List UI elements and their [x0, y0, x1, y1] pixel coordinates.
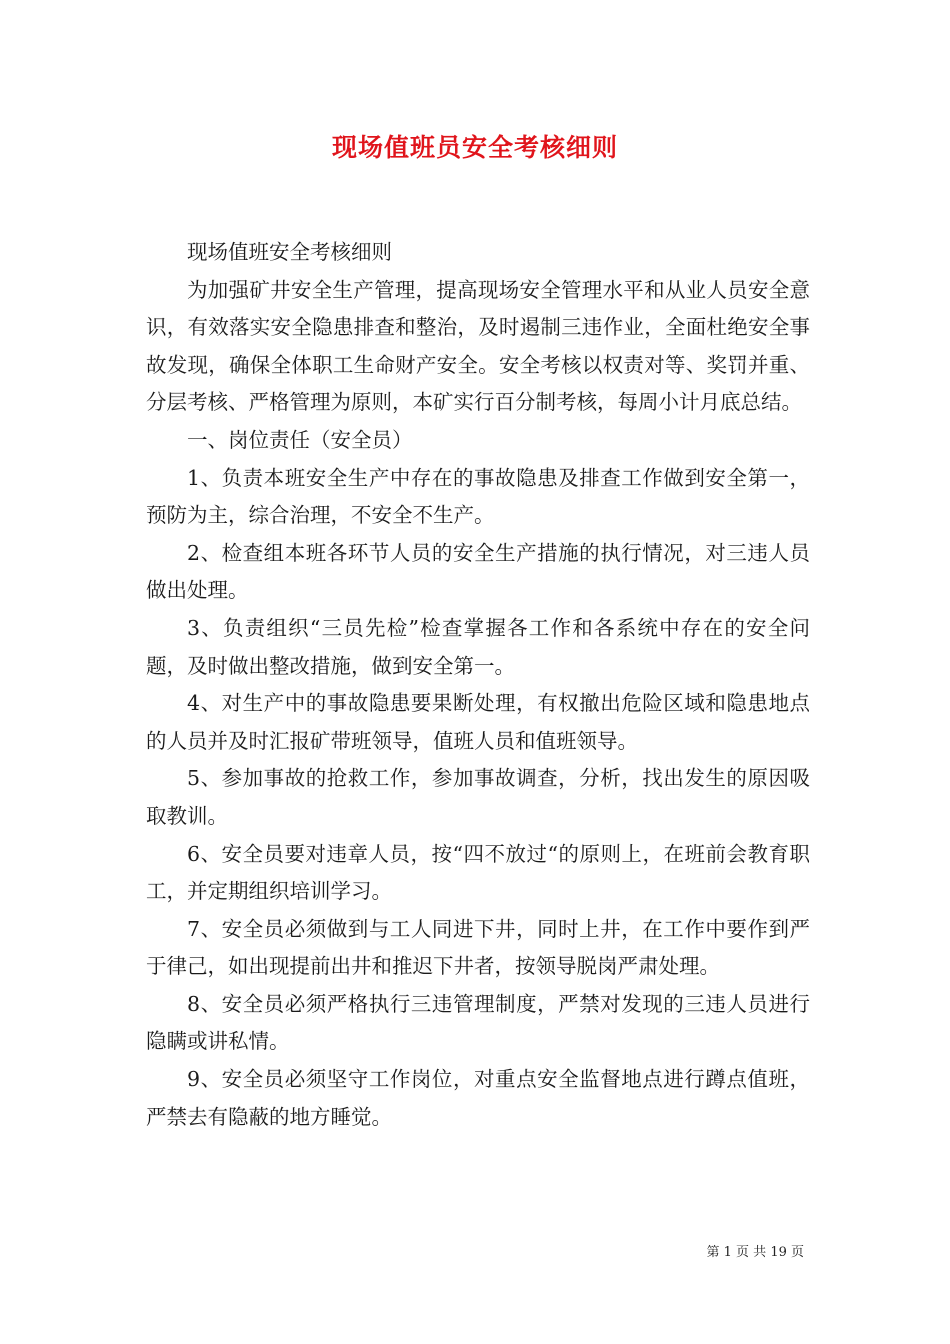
- clause-7: 7、安全员必须做到与工人同进下井，同时上井，在工作中要作到严于律己，如出现提前出井和推迟下井者，按领导脱岗严肃处理。: [146, 916, 810, 979]
- intro-paragraph: 为加强矿井安全生产管理，提高现场安全管理水平和从业人员安全意识，有效落实安全隐患排查和整治，及时遏制三违作业，全面杜绝安全事故发现，确保全体职工生命财产安全。安全考核以权责对等、奖罚并重、分层考核、严格管理为原则，本矿实行百分制考核，每周小计月底总结。: [146, 277, 810, 415]
- clause-3: 3、负责组织“三员先检”检查掌握各工作和各系统中存在的安全问题，及时做出整改措施，做到安全第一。: [146, 615, 810, 678]
- clause-5: 5、参加事故的抢救工作，参加事故调查，分析，找出发生的原因吸取教训。: [146, 766, 810, 828]
- clause-8: 8、安全员必须严格执行三违管理制度，严禁对发现的三违人员进行隐瞒或讲私情。: [146, 991, 810, 1054]
- section-heading: 现场值班安全考核细则: [187, 240, 392, 264]
- clause-4: 4、对生产中的事故隐患要果断处理，有权撤出危险区域和隐患地点的人员并及时汇报矿带班领导，值班人员和值班领导。: [146, 691, 810, 753]
- clause-1: 1、负责本班安全生产中存在的事故隐患及排查工作做到安全第一，预防为主，综合治理，不安全不生产。: [146, 465, 810, 528]
- clause-2: 2、检查组本班各环节人员的安全生产措施的执行情况，对三违人员做出处理。: [146, 540, 810, 603]
- clause-6: 6、安全员要对违章人员，按“四不放过“的原则上，在班前会教育职工，并定期组织培训学习。: [146, 841, 810, 904]
- chapter-heading: 一、岗位责任（安全员）: [187, 427, 413, 452]
- page-number: 第 1 页 共 19 页: [706, 1245, 804, 1260]
- document-title: 现场值班员安全考核细则: [331, 133, 618, 162]
- document-body: [146, 234, 810, 1136]
- clause-9: 9、安全员必须坚守工作岗位，对重点安全监督地点进行蹲点值班，严禁去有隐蔽的地方睡觉。: [146, 1067, 810, 1129]
